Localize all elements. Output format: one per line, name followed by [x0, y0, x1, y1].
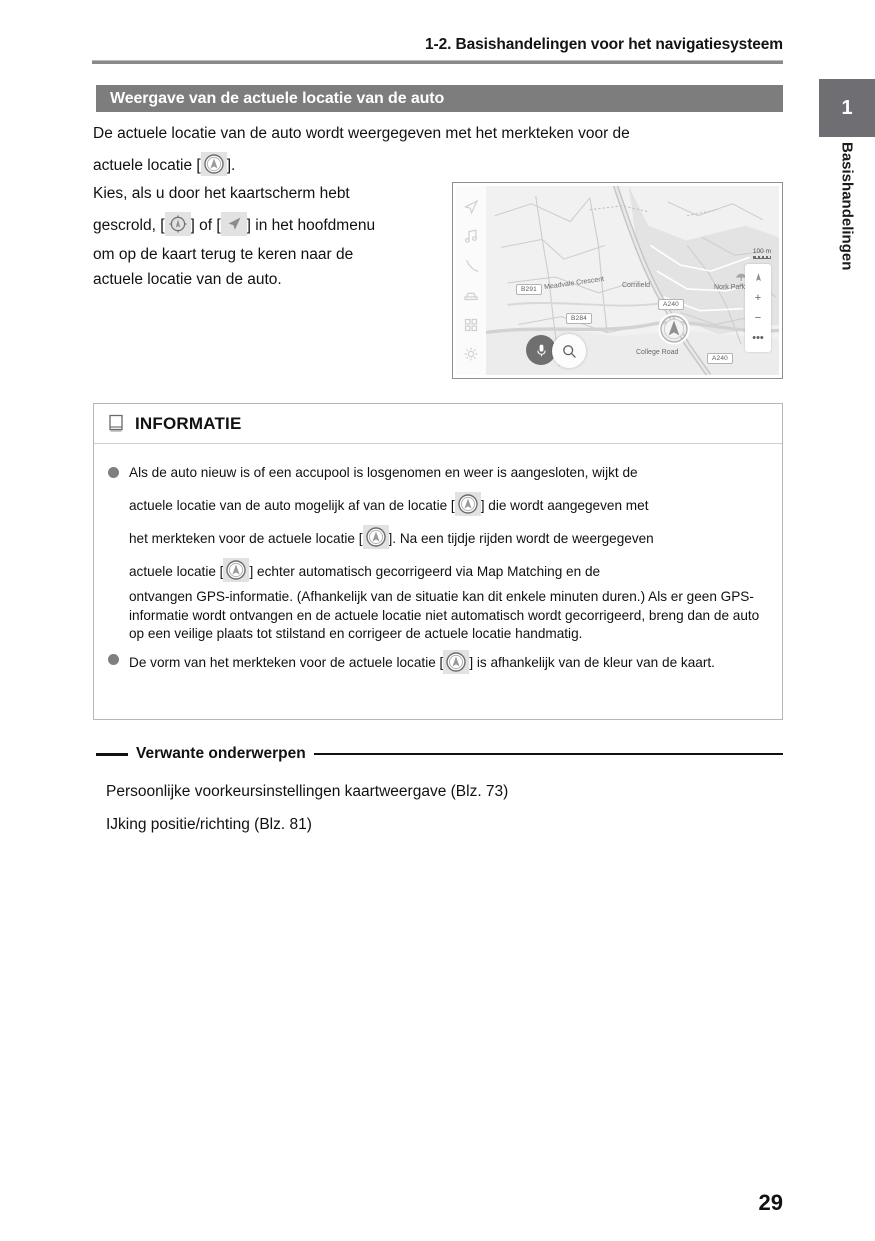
left-column-paragraph [93, 178, 443, 292]
car-icon[interactable] [463, 287, 479, 303]
intro-line-2b: ]. [226, 157, 236, 174]
navigation-arrow-icon [221, 212, 247, 236]
info-1-seg1: Als de auto nieuw is of een accupool is losgenomen en weer is aangesloten, wijkt de [129, 465, 638, 480]
map-canvas[interactable] [486, 186, 779, 375]
left-line-2a: gescrold, [ [93, 217, 165, 234]
left-line-2c: ] in het hoofdmenu [246, 217, 376, 234]
left-line-2b: ] of [ [190, 217, 221, 234]
section-header-band [96, 85, 783, 112]
search-icon [562, 344, 577, 359]
apps-grid-icon[interactable] [463, 317, 479, 333]
north-up-icon[interactable] [745, 268, 771, 288]
bullet-icon [108, 467, 124, 644]
current-location-marker-icon [455, 492, 481, 516]
info-2-seg2: ] is afhankelijk van de kleur van de kaart. [469, 654, 715, 670]
running-head-rule [92, 60, 783, 64]
map-street-label: Meadvale Crescent [543, 275, 605, 292]
road-shield: B284 [566, 313, 592, 324]
information-panel-body [94, 444, 782, 674]
current-location-marker-icon [443, 650, 469, 674]
info-1-seg5: ]. Na een tijdje rijden wordt de weergegeven [388, 531, 654, 546]
microphone-icon [535, 343, 548, 358]
chapter-name-tab [819, 142, 875, 332]
list-item[interactable]: Persoonlijke voorkeursinstellingen kaartweergave (Blz. 73) [106, 783, 509, 800]
current-location-marker-icon [223, 558, 249, 582]
left-line-4: actuele locatie van de auto. [93, 271, 282, 288]
chapter-name: Basishandelingen [838, 142, 856, 271]
intro-line-2a: actuele locatie [ [93, 157, 201, 174]
current-location-marker-icon [201, 152, 227, 176]
related-topics-header [96, 745, 783, 763]
map-screenshot-figure [452, 182, 783, 379]
page-number: 29 [758, 1190, 783, 1215]
map-left-rail [456, 186, 486, 375]
gear-icon[interactable] [463, 346, 479, 362]
info-1-seg3: ] die wordt aangegeven met [480, 498, 649, 513]
running-head: 1-2. Basishandelingen voor het navigatiesysteem [425, 36, 783, 53]
list-item[interactable]: IJking positie/richting (Blz. 81) [106, 816, 312, 833]
zoom-out-button[interactable]: − [754, 312, 762, 324]
map-screen [456, 186, 779, 375]
zoom-in-button[interactable]: + [754, 292, 762, 304]
list-item [108, 456, 768, 644]
left-line-1: Kies, als u door het kaartscherm hebt [93, 185, 350, 202]
info-1-seg4: het merkteken voor de actuele locatie [ [129, 531, 363, 546]
more-options-button[interactable]: ••• [752, 332, 764, 344]
map-scale-ticks [753, 256, 771, 259]
rule-right [314, 753, 783, 755]
map-scale-bar [753, 248, 771, 259]
current-location-marker-icon [363, 525, 389, 549]
map-street-label: Cornfield [622, 282, 651, 289]
road-shield: A240 [658, 299, 684, 310]
intro-paragraph [93, 118, 783, 182]
current-location-marker-icon [657, 312, 691, 346]
info-1-seg6: actuele locatie [ [129, 564, 224, 579]
info-2-seg1: De vorm van het merkteken voor de actuele locatie [ [129, 654, 444, 670]
road-shield: A240 [707, 353, 733, 364]
map-poi-label: Nork Park [714, 284, 746, 291]
information-panel-title: INFORMATIE [135, 413, 242, 433]
map-zoom-controls[interactable] [745, 264, 771, 352]
navigation-arrow-icon[interactable] [463, 199, 479, 215]
info-1-seg7: ] echter automatisch gecorrigeerd via Map Matching en de [249, 564, 601, 579]
bullet-icon [108, 654, 124, 674]
road-shield: B291 [516, 284, 542, 295]
compass-recenter-icon [165, 212, 191, 236]
rule-left [96, 753, 128, 756]
chapter-number: 1 [841, 96, 853, 119]
phone-icon[interactable] [463, 258, 479, 274]
info-1-seg2: actuele locatie van de auto mogelijk af van de locatie [ [129, 498, 455, 513]
book-icon [108, 414, 125, 433]
section-title: Weergave van de actuele locatie van de auto [110, 89, 445, 107]
left-line-3: om op de kaart terug te keren naar de [93, 246, 354, 263]
info-1-seg8: ontvangen GPS-informatie. (Afhankelijk van de situatie kan dit enkele minuten duren.) Als er geen GPS-informatie wordt ontvangen en de actuele locatie niet automatisch wordt gecorrigeerd, breng dan de auto op een veilige plaats tot stilstand en corrigeer de actuele locatie handmatig. [129, 589, 760, 641]
information-panel-header [94, 404, 782, 444]
map-street-label: College Road [636, 349, 679, 356]
search-button[interactable] [552, 334, 586, 368]
related-topics-list [106, 775, 783, 841]
chapter-number-tab [819, 79, 875, 137]
map-scale-label: 100 m [752, 248, 771, 255]
music-note-icon[interactable] [463, 228, 479, 244]
list-item [108, 650, 768, 674]
information-panel [93, 403, 783, 720]
intro-line-1: De actuele locatie van de auto wordt weergegeven met het merkteken voor de [93, 125, 630, 142]
related-topics-title: Verwante onderwerpen [136, 745, 306, 762]
